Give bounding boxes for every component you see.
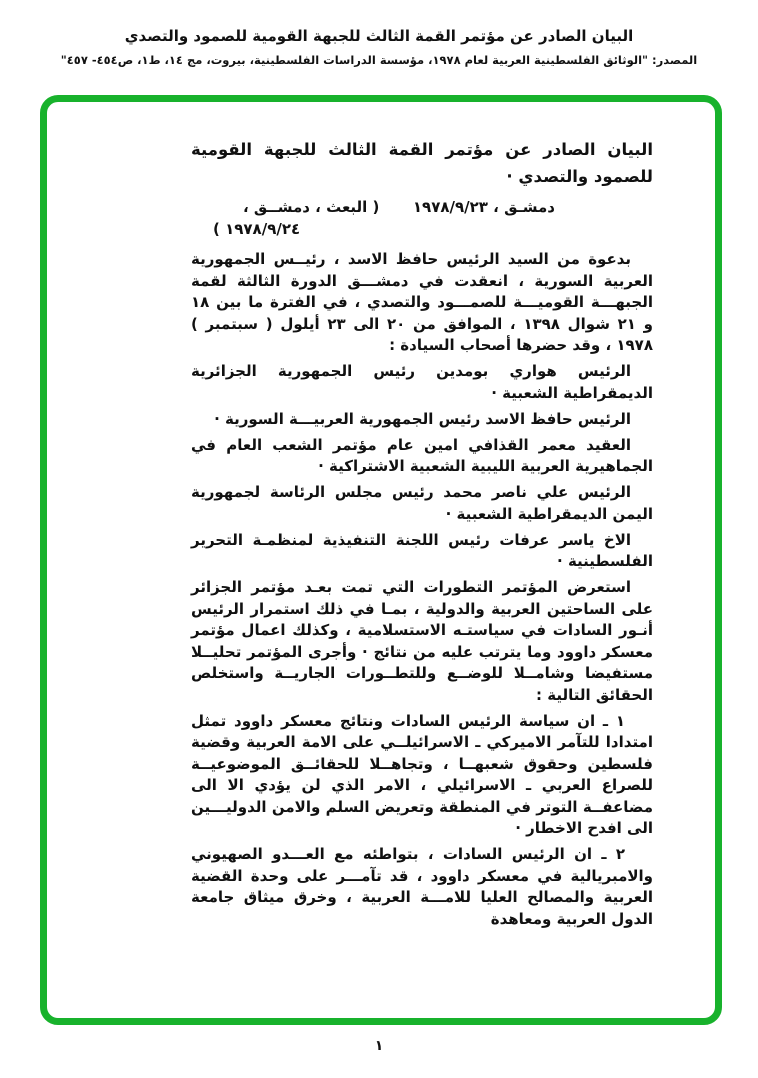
paragraph-intro: بدعوة من السيد الرئيس حافظ الاسد ، رئيــس الجمهورية العربية السورية ، انعقدت في دمشـــق الدورة الثالثة لقمة الجبهـــة القوميـــة للصمـــود والتصدي ، في الفترة ما بين ١٨ و ٢١ شوال ١٣٩٨ ، الموافق من ٢٠ الى ٢٣ أيلول ( سبتمبر ) ١٩٧٨ ، وقد حضرها أصحاب السيادة : bbox=[191, 250, 653, 354]
dateline-continuation: ٢٤/‏٩/‏١٩٧٨ ) bbox=[213, 219, 301, 238]
paragraph-leader-ali-nasser: الرئيس علي ناصر محمد رئيس مجلس الرئاسة لجمهورية اليمن الديمقراطية الشعبية · bbox=[191, 483, 653, 523]
page-header-title: البيان الصادر عن مؤتمر القمة الثالث للجبهة القومية للصمود والتصدي bbox=[124, 27, 634, 45]
paragraph-review: استعرض المؤتمر التطورات التي تمت بعـد مؤتمر الجزائر على الساحتين العربية والدولية ، بمـا في ذلك استمرار الرئيس أنـور السادات في سياستـه الاستسلامية ، وكذلك اعمال مؤتمر معسكر داوود وما يترتب عليه من نتائج · وأجرى المؤتمر تحليــلا مستفيضا وشامــلا للوضــع وللتطــورات الجاريــة واستخلص الحقائق التالية : bbox=[191, 578, 653, 704]
page-header-source: المصدر: "الوثائق الفلسطينية العربية لعام ١٩٧٨، مؤسسة الدراسات الفلسطينية، بيروت، مج ١٤، ط١، ص٤٥٤- ٤٥٧" bbox=[60, 53, 698, 67]
document-content bbox=[191, 136, 653, 930]
document-title: البيان الصادر عن مؤتمر القمة الثالث للجبهة القومية للصمود والتصدي · bbox=[191, 140, 653, 186]
document-frame bbox=[40, 95, 722, 1025]
paragraph-item-2: ٢ ـ ان الرئيس السادات ، بتواطئه مع العـــدو الصهيوني والامبريالية في معسكر داوود ، قد تآمـــر على وحدة القضية العربية والمصالح العليا للامـــة العربية ، وخرق ميثاق جامعة الدول العربية ومعاهدة bbox=[191, 845, 653, 928]
page-number: ١ bbox=[374, 1038, 384, 1054]
dateline-source-start: ( البعث ، دمشــق ، bbox=[243, 198, 380, 216]
page-header bbox=[0, 26, 758, 68]
paragraph-leader-arafat: الاخ ياسر عرفات رئيس اللجنة التنفيذية لمنظمـة التحرير الفلسطينية · bbox=[191, 530, 653, 570]
paragraph-leader-boumediene: الرئيس هواري بومدين رئيس الجمهورية الجزائرية الديمقراطية الشعبية · bbox=[191, 362, 653, 402]
paragraph-item-1: ١ ـ ان سياسة الرئيس السادات ونتائج معسكر داوود تمثل امتدادا للتآمر الاميركي ـ الاسرائيلــي على الامة العربية وقضية فلسطين وحقوق شعبهــا ، وتجاهــلا للحقائــق الموضوعيــة للصراع العربي ـ الاسرائيلي ، الامر الذي لن يؤدي الا الى مضاعفــة التوتر في المنطقة وتعريض السلم والامن الدوليـــين الى افدح الاخطار · bbox=[191, 711, 653, 837]
dateline bbox=[191, 197, 653, 219]
dateline-city-date: دمشـق ، ٢٣/‏٩/‏١٩٧٨ bbox=[412, 198, 555, 216]
paragraph-leader-assad: الرئيس حافظ الاسد رئيس الجمهورية العربيـــة السورية · bbox=[214, 409, 631, 428]
paragraph-leader-gaddafi: العقيد معمر القذافي امين عام مؤتمر الشعب العام في الجماهيرية العربية الليبية الشعبية الاشتراكية · bbox=[191, 435, 653, 475]
